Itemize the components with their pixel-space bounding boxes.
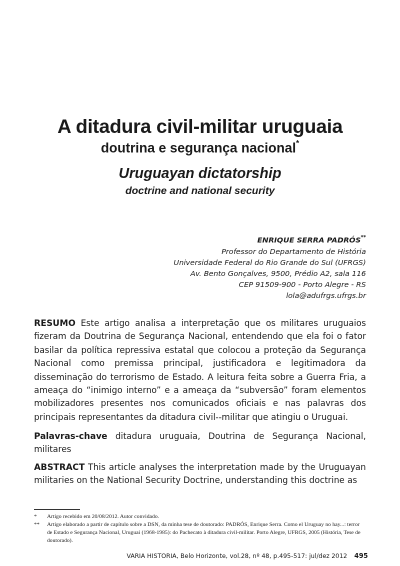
english-subtitle: doctrine and national security — [125, 185, 275, 197]
author-email[interactable]: lola@adufrgs.ufrgs.br — [286, 290, 366, 300]
keywords-paragraph — [34, 431, 366, 458]
subtitle-footnote-mark: * — [295, 139, 300, 148]
abstract-label: ABSTRACT — [34, 463, 85, 473]
footnote-text: Artigo recebido em 20/08/2012. Autor convidado. — [47, 514, 160, 520]
author-address: Av. Bento Gonçalves, 9500, Prédio A2, sala 116 — [190, 268, 366, 278]
keywords-text: ditadura uruguaia, Doutrina de Segurança Nacional, militares — [34, 432, 366, 456]
author-university: Universidade Federal do Rio Grande do Sul (UFRGS) — [173, 257, 366, 267]
footnote-divider — [34, 509, 80, 510]
author-name — [174, 233, 366, 246]
resumo-text: Este artigo analisa a interpretação que os militares uruguaios fizeram da Doutrina de Segurança Nacional, entendendo que ela foi o fator basilar da política repressiva estatal que colocou a proteção da Segurança Nacional como premissa principal, justificadora e legitimadora da disseminação do terrorismo de Estado. A leitura feita sobre a Guerra Fria, a ameaça do “inimigo interno” e a ameaça da “subversão” foram elementos mobilizadores presentes nos comunicados oficiais e nas palavras dos principais representantes da ditadura civil--militar que atingiu o Uruguai. — [34, 319, 366, 423]
footnote-mark: ** — [34, 522, 40, 528]
resumo-label: RESUMO — [34, 319, 76, 329]
author-name-text: ENRIQUE SERRA PADRÓS — [257, 235, 361, 245]
author-position: Professor do Departamento de História — [221, 246, 366, 256]
english-title: Uruguayan dictatorship — [118, 166, 282, 182]
footnote-text: Artigo elaborado a partir de capítulo sobre a DSN, da minha tese de doutorado: PADRÓS, Enrique Serra. Como el Uruguay no hay...: terror de Estado e Segurança Nacional, Uruguai (1968-1985): do Pachecato à ditadura civil-militar. Porto Alegre, UFRGS, 2005 (História, Tese de doutorado). — [47, 522, 361, 544]
subtitle-text: doutrina e segurança nacional — [100, 140, 296, 156]
running-footer — [127, 552, 368, 560]
article-subtitle — [0, 140, 400, 156]
page-number: 495 — [354, 552, 368, 560]
footnote-mark: * — [34, 514, 37, 520]
article-title: A ditadura civil-militar uruguaia — [57, 116, 343, 138]
author-block — [174, 233, 366, 301]
author-footnote-mark: ** — [360, 235, 366, 241]
footnote-item — [34, 513, 366, 521]
footnote-item — [34, 521, 366, 545]
author-postal-code: CEP 91509-900 - Porto Alegre - RS — [238, 279, 366, 289]
resumo-paragraph — [34, 318, 366, 425]
keywords-label: Palavras-chave — [34, 432, 108, 442]
abstract-text: This article analyses the interpretation made by the Uruguayan militaries on the National Security Doctrine, understanding this doctrine as — [34, 463, 366, 487]
footnotes — [34, 513, 366, 545]
journal-citation: VARIA HISTORIA, Belo Horizonte, vol.28, nº 48, p.495-517: jul/dez 2012 — [126, 553, 348, 560]
abstract-paragraph — [34, 462, 366, 489]
